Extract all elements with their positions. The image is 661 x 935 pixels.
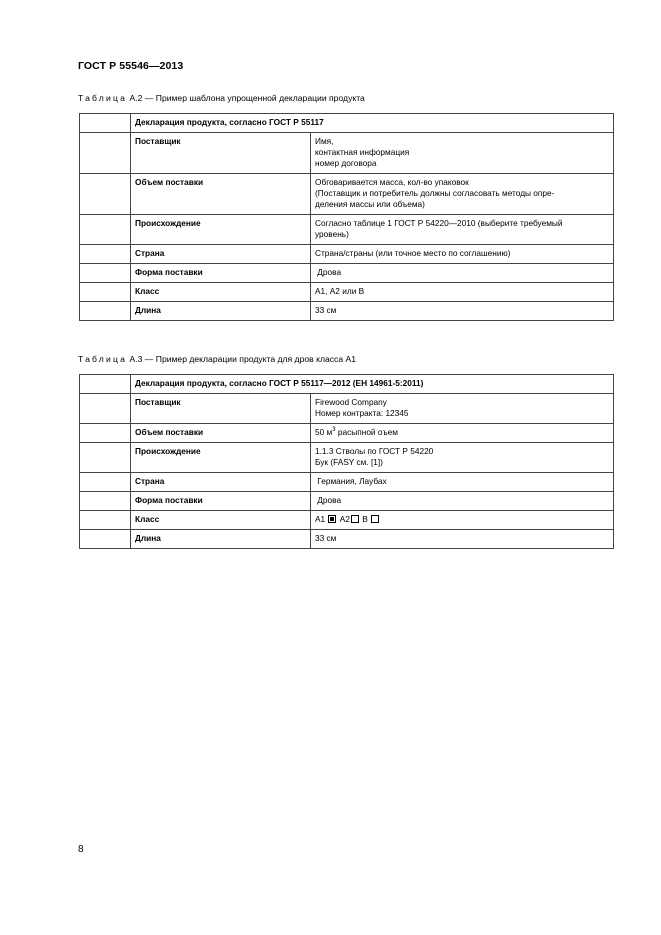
param-value: А1, А2 или В [311, 283, 614, 302]
param-value: Дрова [311, 264, 614, 283]
param-name: Длина [131, 530, 311, 549]
param-value: Firewood Company Номер контракта: 12345 [311, 394, 614, 424]
table-row [80, 264, 614, 283]
checkbox-unchecked-icon [371, 515, 379, 523]
table-title: Декларация продукта, согласно ГОСТ Р 55117—2012 (ЕН 14961-5:2011) [131, 375, 614, 394]
table-row [80, 473, 614, 492]
document-code: ГОСТ Р 55546—2013 [78, 60, 184, 72]
table-row [80, 394, 614, 424]
param-name: Форма поставки [131, 264, 311, 283]
param-value: 50 $м^3$ расыпной оъем [311, 424, 614, 443]
param-value: 33 см [311, 302, 614, 321]
param-value: 33 см [311, 530, 614, 549]
table-row [80, 511, 614, 530]
table-row [80, 215, 614, 245]
param-value: Страна/страны (или точное место по соглашению) [311, 245, 614, 264]
param-name: Происхождение [131, 215, 311, 245]
param-name: Объем поставки [131, 424, 311, 443]
param-value: А1 А2 В [311, 511, 614, 530]
table-row [80, 245, 614, 264]
param-name: Длина [131, 302, 311, 321]
table-row [80, 302, 614, 321]
param-value: Обговаривается масса, кол-во упаковок (Поставщик и потребитель должны согласовать методы опре- деления массы или объема) [311, 174, 614, 215]
table-row [80, 443, 614, 473]
param-value: Германия, Лаубах [311, 473, 614, 492]
caption-text: А.3 — Пример декларации продукта для дров класса А1 [129, 354, 357, 364]
table-a3-caption [78, 354, 356, 364]
table-row [80, 174, 614, 215]
param-value: Согласно таблице 1 ГОСТ Р 54220—2010 (выберите требуемый уровень) [311, 215, 614, 245]
table-row [80, 283, 614, 302]
param-value: Имя, контактная информация номер договора [311, 133, 614, 174]
param-name: Форма поставки [131, 492, 311, 511]
param-name: Объем поставки [131, 174, 311, 215]
table-a3 [79, 374, 614, 549]
param-name: Класс [131, 511, 311, 530]
table-row [80, 375, 614, 394]
param-name: Поставщик [131, 133, 311, 174]
table-a2 [79, 113, 614, 321]
table-row [80, 114, 614, 133]
table-row [80, 133, 614, 174]
caption-word: Таблица [78, 354, 128, 364]
checkbox-checked-icon [328, 515, 336, 523]
page-number: 8 [78, 844, 84, 855]
table-row [80, 530, 614, 549]
caption-word: Таблица [78, 93, 128, 103]
table-a2-caption [78, 93, 365, 103]
param-name: Страна [131, 473, 311, 492]
table-row [80, 492, 614, 511]
param-name: Происхождение [131, 443, 311, 473]
param-name: Класс [131, 283, 311, 302]
checkbox-unchecked-icon [351, 515, 359, 523]
table-row [80, 424, 614, 443]
param-name: Поставщик [131, 394, 311, 424]
table-title: Декларация продукта, согласно ГОСТ Р 55117 [131, 114, 614, 133]
param-value: 1.1.3 Стволы по ГОСТ Р 54220 Бук (FASY см. [1]) [311, 443, 614, 473]
param-name: Страна [131, 245, 311, 264]
param-value: Дрова [311, 492, 614, 511]
caption-text: А.2 — Пример шаблона упрощенной декларации продукта [129, 93, 365, 103]
